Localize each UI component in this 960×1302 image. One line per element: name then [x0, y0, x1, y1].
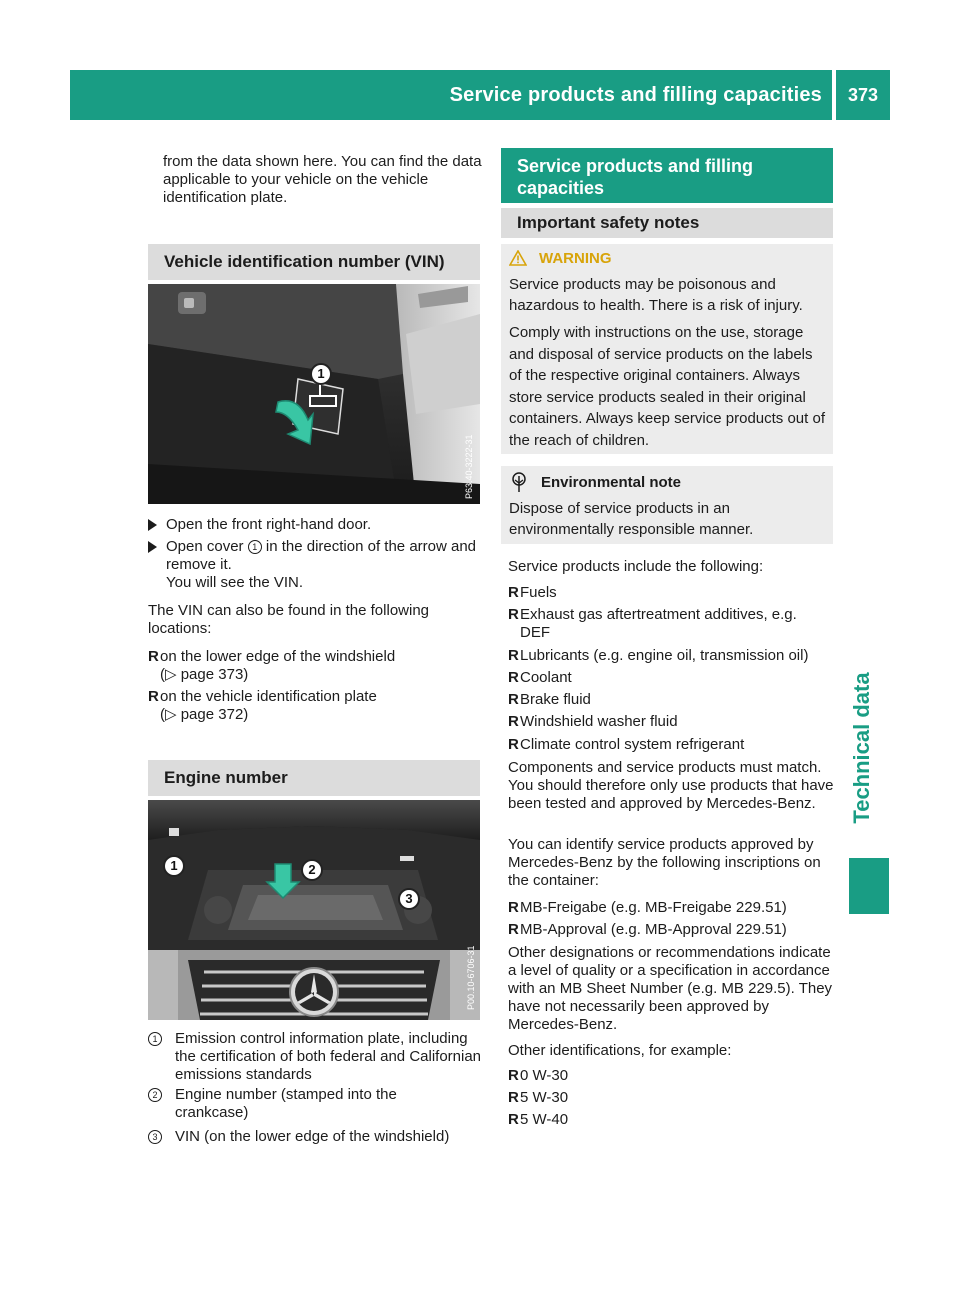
- safety-heading: Important safety notes: [501, 208, 833, 238]
- side-tab-marker: [849, 858, 889, 914]
- page-number: 373: [847, 85, 879, 105]
- page-title: Service products and filling capacities: [449, 84, 822, 106]
- list-item: R 5 W-30: [508, 1089, 569, 1106]
- legend-number: 3: [148, 1130, 162, 1144]
- intro-text: from the data shown here. You can find the data applicable to your vehicle on the vehicle identification plate.: [163, 153, 482, 206]
- vin-heading: Vehicle identification number (VIN): [148, 244, 480, 280]
- side-tab: [848, 618, 876, 878]
- vin-locations-intro: The VIN can also be found in the following locations:: [148, 602, 430, 637]
- examples-intro: Other identifications, for example:: [508, 1042, 732, 1059]
- warning-box: [501, 244, 833, 454]
- instruction-arrow-icon: [148, 541, 157, 553]
- list-item: R Windshield washer fluid: [508, 713, 678, 730]
- instruction-arrow-icon: [148, 519, 157, 531]
- page-ref-arrow-icon: ▷: [165, 706, 177, 723]
- environment-label: Environmental note: [541, 474, 682, 491]
- identify-paragraph: You can identify service products approved by Mercedes-Benz by the following inscriptions on the container:: [508, 836, 821, 889]
- page-ref-arrow-icon: ▷: [165, 666, 177, 683]
- warning-text-2: Comply with instructions on the use, storage and disposal of service products on the labels of the respective original containers. Always store service products sealed in their original containers. Always keep service products out of the reach of children.: [509, 324, 825, 449]
- list-item: R 0 W-30: [508, 1067, 569, 1084]
- vin-location-photo: [148, 284, 480, 504]
- components-paragraph: Components and service products must match. You should therefore only use products that have been tested and approved by Mercedes-Benz.: [508, 759, 834, 812]
- other-designations-paragraph: Other designations or recommendations indicate a level of quality or a specification in accordance with an MB Sheet Number (e.g. MB 229.5). They have not necessarily been approved by Mercedes-Benz.: [508, 944, 833, 1033]
- engine-callout-3: 3: [398, 888, 420, 910]
- engine-bay-photo: [148, 800, 480, 1020]
- list-item: R Lubricants (e.g. engine oil, transmission oil): [508, 647, 809, 664]
- list-item: R Climate control system refrigerant: [508, 736, 745, 753]
- vin-callout-1: 1: [310, 363, 332, 385]
- legend-number: 1: [148, 1032, 162, 1046]
- list-item: R Exhaust gas aftertreatment additives, e.g. DEF: [508, 606, 797, 641]
- step-open-cover: Open cover 1 in the direction of the arrow and remove it. You will see the VIN.: [148, 538, 482, 592]
- engine-callout-2: 2: [301, 859, 323, 881]
- list-item: R MB-Freigabe (e.g. MB-Freigabe 229.51): [508, 899, 787, 916]
- section-heading: Service products and filling capacities: [501, 148, 833, 203]
- list-item: R Fuels: [508, 584, 557, 601]
- legend-item-1: 1 Emission control information plate, including the certification of both federal and Californian emissions standards: [148, 1030, 484, 1084]
- legend-item-3: 3 VIN (on the lower edge of the windshield): [148, 1128, 484, 1146]
- environment-note-box: [501, 466, 833, 544]
- list-item: R Coolant: [508, 669, 572, 686]
- legend-number: 2: [148, 1088, 162, 1102]
- step-open-door: Open the front right-hand door.: [148, 516, 482, 534]
- page-ref-link[interactable]: page 373): [180, 666, 249, 683]
- engine-callout-1: 1: [163, 855, 185, 877]
- list-item: R on the vehicle identification plate (▷ page 372): [148, 688, 377, 723]
- list-item: R on the lower edge of the windshield (▷ page 373): [148, 648, 396, 683]
- warning-text-1: Service products may be poisonous and hazardous to health. There is a risk of injury.: [509, 276, 803, 314]
- page-ref-link[interactable]: page 372): [180, 706, 249, 723]
- environment-icon: [511, 472, 527, 497]
- list-item: R 5 W-40: [508, 1111, 569, 1128]
- list-item: R Brake fluid: [508, 691, 591, 708]
- callout-ref-1: 1: [248, 540, 262, 554]
- vin-photo-illustration: [148, 284, 480, 504]
- legend-item-2: 2 Engine number (stamped into the crankcase): [148, 1086, 484, 1122]
- vin-figure-code: P63.40-3222-31: [464, 434, 474, 499]
- warning-label: WARNING: [539, 250, 612, 267]
- engine-photo-illustration: [148, 800, 480, 1020]
- engine-heading: Engine number: [148, 760, 480, 796]
- products-intro: Service products include the following:: [508, 558, 764, 575]
- side-tab-label: Technical data: [849, 672, 874, 824]
- environment-text: Dispose of service products in an environmentally responsible manner.: [509, 500, 754, 538]
- engine-figure-code: P00.10-6706-31: [466, 945, 476, 1010]
- warning-icon: [509, 250, 527, 270]
- list-item: R MB-Approval (e.g. MB-Approval 229.51): [508, 921, 787, 938]
